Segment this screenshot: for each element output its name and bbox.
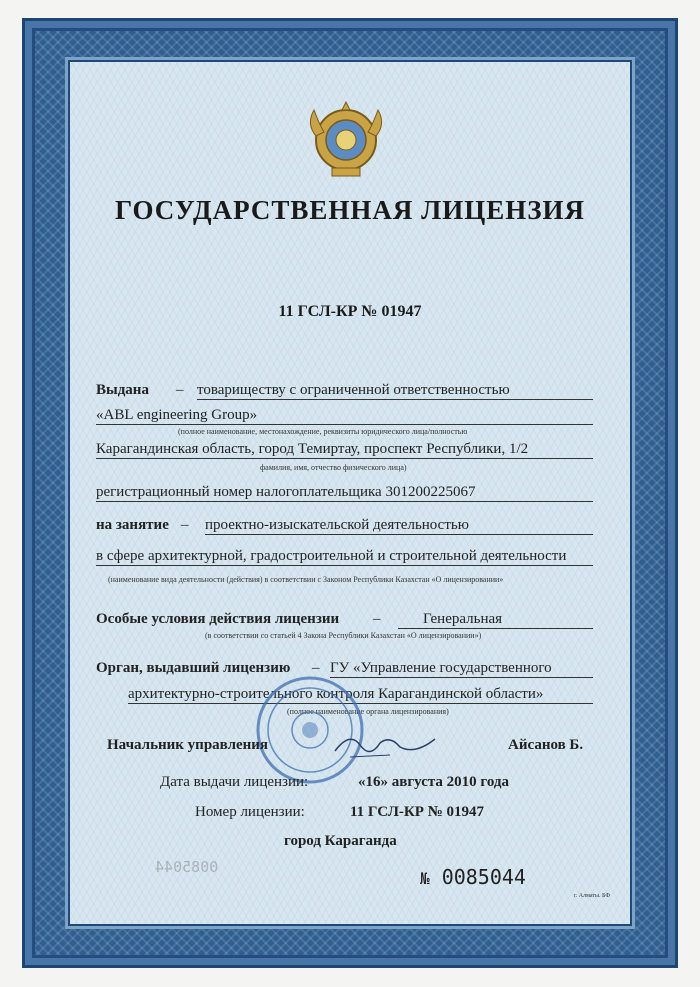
signature-icon: [330, 725, 440, 765]
serial-number-ghost: 0085044: [155, 858, 219, 876]
document-title: ГОСУДАРСТВЕННАЯ ЛИЦЕНЗИЯ: [114, 195, 586, 225]
license-number-label: Номер лицензии:: [195, 804, 305, 820]
activity-line-1-underline: [205, 534, 593, 535]
serial-value: 0085044: [441, 865, 526, 889]
issued-line-4-underline: [96, 501, 593, 502]
head-name: Айсанов Б.: [508, 737, 584, 753]
conditions-dash: –: [373, 611, 381, 627]
conditions-value: Генеральная: [423, 611, 503, 627]
authority-dash: –: [312, 660, 320, 676]
state-emblem-icon: [302, 96, 390, 182]
authority-hint: (полное наименование органа лицензирования): [287, 707, 449, 716]
activity-hint: (наименование вида деятельности (действия) в соответствии с Законом Республики Казахстан «О лицензировании»: [108, 575, 504, 584]
license-number-header: 11 ГСЛ-КР № 01947: [278, 303, 422, 320]
issued-hint-1: (полное наименование, местонахождение, реквизиты юридического лица/полностью: [178, 427, 468, 436]
activity-line-1: проектно-изыскательской деятельностью: [205, 517, 469, 533]
authority-label: Орган, выдавший лицензию: [96, 660, 291, 676]
issued-dash: –: [176, 382, 184, 398]
authority-line-1: ГУ «Управление государственного: [330, 660, 552, 676]
serial-number: [420, 865, 526, 889]
printer-imprint: г. Алматы. БФ: [574, 893, 611, 899]
authority-line-1-underline: [330, 677, 593, 678]
issue-date-label: Дата выдачи лицензии:: [160, 774, 309, 790]
conditions-underline: [398, 628, 593, 629]
issued-hint-2: фамилия, имя, отчество физического лица): [260, 463, 407, 472]
issued-line-2-underline: [96, 424, 593, 425]
activity-line-2: в сфере архитектурной, градостроительной и строительной деятельности: [96, 548, 567, 564]
issued-label: Выдана: [96, 382, 149, 398]
issued-line-3-underline: [96, 458, 593, 459]
authority-line-2: архитектурно-строительного контроля Карагандинской области»: [128, 686, 544, 702]
conditions-hint: (в соответствии со статьей 4 Закона Республики Казахстан «О лицензировании»): [205, 631, 482, 640]
issued-line-1-underline: [197, 399, 593, 400]
license-number-value: 11 ГСЛ-КР № 01947: [350, 804, 485, 820]
issue-date-value: «16» августа 2010 года: [358, 774, 510, 790]
conditions-label: Особые условия действия лицензии: [96, 611, 340, 627]
issued-line-4: регистрационный номер налогоплательщика 301200225067: [96, 484, 476, 500]
issued-line-1: товариществу с ограниченной ответственностью: [197, 382, 510, 398]
city: город Караганда: [284, 833, 397, 849]
issued-line-3: Карагандинская область, город Темиртау, проспект Республики, 1/2: [96, 441, 529, 457]
activity-label: на занятие: [96, 517, 169, 533]
issued-line-2: «ABL engineering Group»: [96, 407, 258, 423]
activity-line-2-underline: [96, 565, 593, 566]
serial-prefix: №: [420, 869, 430, 888]
activity-dash: –: [181, 517, 189, 533]
head-label: Начальник управления: [107, 737, 269, 753]
